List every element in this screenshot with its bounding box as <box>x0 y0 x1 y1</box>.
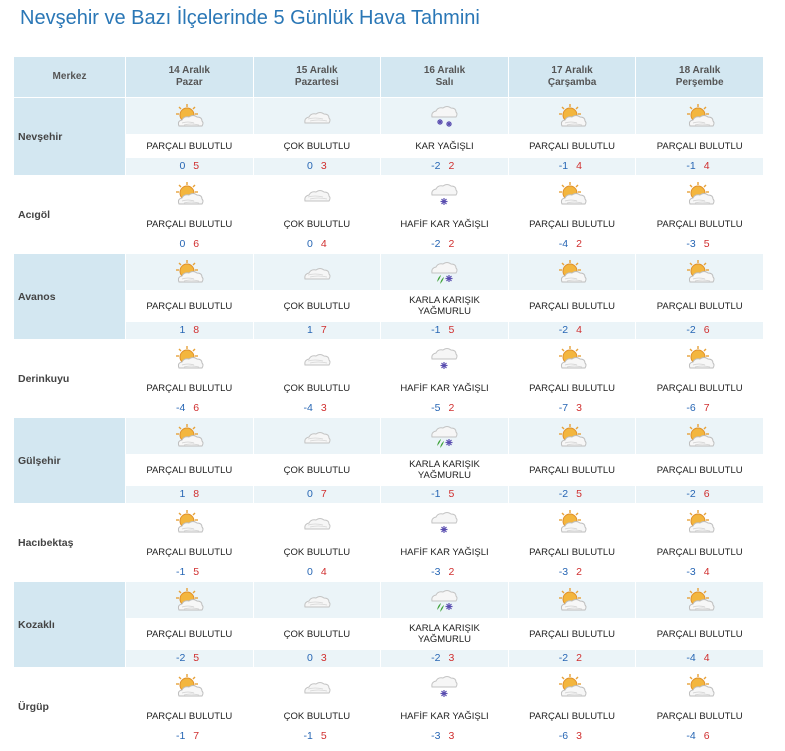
forecast-temperature <box>636 564 764 582</box>
partly-cloudy-icon <box>555 102 589 130</box>
forecast-icon-cell <box>636 418 764 455</box>
city-name: Avanos <box>14 254 126 340</box>
temperature-max: 8 <box>193 488 200 500</box>
header-merkez: Merkez <box>14 57 126 98</box>
partly-cloudy-icon <box>172 422 206 450</box>
temperature-max: 5 <box>576 488 582 500</box>
partly-cloudy-icon <box>683 422 717 450</box>
temperature-min: -4 <box>686 652 696 664</box>
forecast-condition: PARÇALI BULUTLU <box>636 541 764 564</box>
temperature-max: 6 <box>703 730 710 742</box>
temperature-min: -5 <box>431 402 441 414</box>
table-row <box>14 582 764 619</box>
table-row <box>14 541 764 564</box>
forecast-icon-cell <box>381 418 509 455</box>
forecast-icon-cell <box>126 668 254 705</box>
forecast-condition: ÇOK BULUTLU <box>253 213 381 236</box>
forecast-icon-cell <box>636 340 764 377</box>
partly-cloudy-icon <box>683 258 717 286</box>
forecast-condition: PARÇALI BULUTLU <box>126 135 254 158</box>
forecast-temperature <box>381 236 509 254</box>
table-row <box>14 486 764 504</box>
forecast-condition: HAFİF KAR YAĞIŞLI <box>381 213 509 236</box>
forecast-icon-cell <box>508 254 636 291</box>
sleet-icon <box>427 586 461 614</box>
header-weekday: Pazartesi <box>294 77 339 88</box>
forecast-icon-cell <box>508 582 636 619</box>
table-row <box>14 504 764 541</box>
temperature-min: 0 <box>307 160 313 172</box>
table-row <box>14 619 764 650</box>
forecast-icon-cell <box>253 504 381 541</box>
partly-cloudy-icon <box>683 586 717 614</box>
forecast-condition: PARÇALI BULUTLU <box>126 619 254 650</box>
forecast-condition: PARÇALI BULUTLU <box>508 705 636 728</box>
temperature-min: 1 <box>179 324 186 336</box>
temperature-max: 6 <box>193 402 200 414</box>
forecast-condition: PARÇALI BULUTLU <box>636 705 764 728</box>
city-name: Gülşehir <box>14 418 126 504</box>
forecast-icon-cell <box>253 582 381 619</box>
forecast-condition: HAFİF KAR YAĞIŞLI <box>381 377 509 400</box>
partly-cloudy-icon <box>172 258 206 286</box>
temperature-min: -2 <box>686 488 696 500</box>
temperature-max: 4 <box>576 160 582 172</box>
light-snow-icon <box>427 508 461 536</box>
forecast-icon-cell <box>636 254 764 291</box>
forecast-icon-cell <box>508 98 636 135</box>
forecast-icon-cell <box>636 582 764 619</box>
forecast-icon-cell <box>253 176 381 213</box>
light-snow-icon <box>427 180 461 208</box>
partly-cloudy-icon <box>172 344 206 372</box>
forecast-temperature <box>126 322 254 340</box>
temperature-max: 8 <box>193 324 200 336</box>
temperature-min: 1 <box>179 488 186 500</box>
forecast-temperature <box>636 728 764 746</box>
cloudy-icon <box>300 672 334 700</box>
table-row <box>14 236 764 254</box>
forecast-icon-cell <box>253 340 381 377</box>
header-day-2 <box>253 57 381 98</box>
forecast-temperature <box>381 400 509 418</box>
forecast-temperature <box>126 564 254 582</box>
forecast-condition: PARÇALI BULUTLU <box>636 213 764 236</box>
forecast-table <box>13 56 764 746</box>
partly-cloudy-icon <box>172 672 206 700</box>
temperature-max: 3 <box>448 652 455 664</box>
temperature-max: 2 <box>448 402 455 414</box>
temperature-min: -4 <box>558 238 569 250</box>
forecast-icon-cell <box>126 176 254 213</box>
header-day-3 <box>381 57 509 98</box>
forecast-icon-cell <box>253 418 381 455</box>
temperature-min: -4 <box>686 730 696 742</box>
partly-cloudy-icon <box>555 586 589 614</box>
forecast-temperature <box>253 236 381 254</box>
temperature-min: 0 <box>307 488 313 500</box>
page-title: Nevşehir ve Bazı İlçelerinde 5 Günlük Hava Tahmini <box>20 7 480 29</box>
table-row <box>14 322 764 340</box>
temperature-max: 4 <box>320 238 327 250</box>
city-name: Nevşehir <box>14 98 126 176</box>
forecast-temperature <box>253 728 381 746</box>
forecast-temperature <box>636 400 764 418</box>
forecast-condition: PARÇALI BULUTLU <box>126 455 254 486</box>
forecast-condition: PARÇALI BULUTLU <box>508 291 636 322</box>
forecast-icon-cell <box>636 98 764 135</box>
forecast-icon-cell <box>126 504 254 541</box>
light-snow-icon <box>427 344 461 372</box>
forecast-temperature <box>126 400 254 418</box>
forecast-icon-cell <box>636 668 764 705</box>
partly-cloudy-icon <box>683 508 717 536</box>
header-weekday: Çarşamba <box>547 77 597 88</box>
temperature-min: -3 <box>558 566 569 578</box>
temperature-max: 6 <box>703 324 710 336</box>
partly-cloudy-icon <box>683 672 717 700</box>
forecast-icon-cell <box>126 582 254 619</box>
forecast-condition: ÇOK BULUTLU <box>253 135 381 158</box>
temperature-max: 2 <box>576 566 582 578</box>
forecast-temperature <box>253 486 381 504</box>
temperature-max: 2 <box>576 238 582 250</box>
temperature-max: 4 <box>703 566 710 578</box>
forecast-condition: PARÇALI BULUTLU <box>508 619 636 650</box>
temperature-min: -1 <box>175 566 186 578</box>
forecast-condition: HAFİF KAR YAĞIŞLI <box>381 541 509 564</box>
forecast-icon-cell <box>508 504 636 541</box>
temperature-max: 3 <box>320 160 327 172</box>
city-name: Acıgöl <box>14 176 126 254</box>
partly-cloudy-icon <box>683 344 717 372</box>
forecast-body <box>14 98 764 746</box>
partly-cloudy-icon <box>555 344 589 372</box>
forecast-condition: PARÇALI BULUTLU <box>636 619 764 650</box>
temperature-max: 4 <box>703 160 710 172</box>
forecast-condition: KAR YAĞIŞLI <box>381 135 509 158</box>
temperature-min: -2 <box>558 324 569 336</box>
city-name: Kozaklı <box>14 582 126 668</box>
temperature-max: 7 <box>193 730 200 742</box>
forecast-condition: PARÇALI BULUTLU <box>636 291 764 322</box>
header-date: 15 Aralık <box>296 65 338 76</box>
forecast-icon-cell <box>381 582 509 619</box>
partly-cloudy-icon <box>555 508 589 536</box>
temperature-max: 7 <box>320 324 327 336</box>
temperature-max: 5 <box>448 488 455 500</box>
temperature-min: 0 <box>307 566 313 578</box>
forecast-icon-cell <box>636 504 764 541</box>
table-row <box>14 728 764 746</box>
temperature-min: -2 <box>431 238 441 250</box>
table-row <box>14 564 764 582</box>
forecast-temperature <box>508 728 636 746</box>
forecast-condition: PARÇALI BULUTLU <box>126 213 254 236</box>
temperature-max: 4 <box>703 652 710 664</box>
forecast-condition: ÇOK BULUTLU <box>253 541 381 564</box>
forecast-icon-cell <box>636 176 764 213</box>
header-day-1 <box>126 57 254 98</box>
city-name: Hacıbektaş <box>14 504 126 582</box>
cloudy-icon <box>300 586 334 614</box>
forecast-temperature <box>508 236 636 254</box>
forecast-icon-cell <box>508 418 636 455</box>
forecast-condition: PARÇALI BULUTLU <box>636 377 764 400</box>
forecast-temperature <box>381 650 509 668</box>
table-row <box>14 254 764 291</box>
forecast-condition: PARÇALI BULUTLU <box>126 291 254 322</box>
partly-cloudy-icon <box>555 672 589 700</box>
forecast-temperature <box>253 564 381 582</box>
forecast-temperature <box>381 564 509 582</box>
forecast-temperature <box>253 400 381 418</box>
forecast-temperature <box>126 236 254 254</box>
temperature-max: 2 <box>448 160 455 172</box>
header-day-4 <box>508 57 636 98</box>
temperature-min: 1 <box>307 324 313 336</box>
forecast-condition: ÇOK BULUTLU <box>253 705 381 728</box>
temperature-min: -2 <box>175 652 186 664</box>
forecast-temperature <box>636 322 764 340</box>
temperature-max: 5 <box>320 730 327 742</box>
forecast-icon-cell <box>126 254 254 291</box>
temperature-max: 6 <box>193 238 200 250</box>
partly-cloudy-icon <box>555 422 589 450</box>
forecast-condition: ÇOK BULUTLU <box>253 619 381 650</box>
light-snow-icon <box>427 672 461 700</box>
temperature-min: 0 <box>307 238 313 250</box>
temperature-max: 5 <box>193 566 200 578</box>
temperature-min: -4 <box>303 402 313 414</box>
temperature-max: 4 <box>576 324 582 336</box>
forecast-condition: PARÇALI BULUTLU <box>636 135 764 158</box>
forecast-temperature <box>508 322 636 340</box>
cloudy-icon <box>300 102 334 130</box>
table-row <box>14 400 764 418</box>
table-row <box>14 650 764 668</box>
temperature-max: 6 <box>703 488 710 500</box>
forecast-temperature <box>253 322 381 340</box>
forecast-condition: KARLA KARIŞIK YAĞMURLU <box>381 291 509 322</box>
forecast-icon-cell <box>253 254 381 291</box>
temperature-max: 5 <box>193 652 200 664</box>
forecast-temperature <box>126 486 254 504</box>
cloudy-icon <box>300 180 334 208</box>
temperature-max: 7 <box>703 402 710 414</box>
table-row <box>14 668 764 705</box>
temperature-max: 3 <box>320 402 327 414</box>
forecast-condition: PARÇALI BULUTLU <box>126 377 254 400</box>
partly-cloudy-icon <box>172 586 206 614</box>
temperature-min: -2 <box>431 160 441 172</box>
temperature-min: -2 <box>431 652 441 664</box>
cloudy-icon <box>300 258 334 286</box>
forecast-condition: PARÇALI BULUTLU <box>126 705 254 728</box>
header-date: 17 Aralık <box>551 65 593 76</box>
partly-cloudy-icon <box>172 180 206 208</box>
header-weekday: Pazar <box>175 77 203 88</box>
table-row <box>14 377 764 400</box>
cloudy-icon <box>300 508 334 536</box>
partly-cloudy-icon <box>172 102 206 130</box>
header-weekday: Perşembe <box>675 77 724 88</box>
forecast-icon-cell <box>381 98 509 135</box>
forecast-condition: ÇOK BULUTLU <box>253 291 381 322</box>
temperature-min: -1 <box>558 160 569 172</box>
cloudy-icon <box>300 344 334 372</box>
temperature-max: 5 <box>448 324 455 336</box>
forecast-icon-cell <box>381 340 509 377</box>
forecast-condition: PARÇALI BULUTLU <box>508 213 636 236</box>
forecast-temperature <box>508 486 636 504</box>
table-row <box>14 705 764 728</box>
temperature-max: 4 <box>320 566 327 578</box>
forecast-temperature <box>381 486 509 504</box>
table-row <box>14 291 764 322</box>
forecast-icon-cell <box>381 176 509 213</box>
table-header-row <box>14 57 764 98</box>
temperature-max: 3 <box>320 652 327 664</box>
header-weekday: Salı <box>435 77 454 88</box>
forecast-icon-cell <box>126 98 254 135</box>
forecast-temperature <box>381 728 509 746</box>
header-day-5 <box>636 57 764 98</box>
table-row <box>14 98 764 135</box>
city-name: Ürgüp <box>14 668 126 746</box>
temperature-min: -6 <box>686 402 696 414</box>
partly-cloudy-icon <box>172 508 206 536</box>
forecast-temperature <box>381 158 509 176</box>
forecast-icon-cell <box>381 668 509 705</box>
forecast-temperature <box>508 564 636 582</box>
temperature-min: 0 <box>179 160 186 172</box>
temperature-max: 2 <box>448 238 455 250</box>
header-date: 18 Aralık <box>679 65 721 76</box>
forecast-condition: PARÇALI BULUTLU <box>508 455 636 486</box>
snow-icon <box>427 102 461 130</box>
temperature-min: -2 <box>558 652 569 664</box>
forecast-icon-cell <box>508 176 636 213</box>
forecast-temperature <box>253 158 381 176</box>
forecast-icon-cell <box>508 340 636 377</box>
temperature-max: 3 <box>576 730 582 742</box>
temperature-max: 5 <box>703 238 710 250</box>
forecast-temperature <box>253 650 381 668</box>
temperature-max: 2 <box>576 652 582 664</box>
temperature-min: -1 <box>303 730 313 742</box>
forecast-temperature <box>126 650 254 668</box>
table-row <box>14 455 764 486</box>
temperature-min: -3 <box>686 566 696 578</box>
partly-cloudy-icon <box>683 102 717 130</box>
temperature-max: 3 <box>448 730 455 742</box>
temperature-max: 2 <box>448 566 455 578</box>
temperature-min: -2 <box>558 488 569 500</box>
temperature-min: -3 <box>431 730 441 742</box>
forecast-condition: PARÇALI BULUTLU <box>508 377 636 400</box>
temperature-min: -1 <box>686 160 696 172</box>
partly-cloudy-icon <box>555 180 589 208</box>
city-name: Derinkuyu <box>14 340 126 418</box>
forecast-icon-cell <box>381 504 509 541</box>
temperature-max: 3 <box>576 402 582 414</box>
temperature-min: -3 <box>686 238 696 250</box>
forecast-temperature <box>508 400 636 418</box>
forecast-icon-cell <box>126 340 254 377</box>
temperature-min: -1 <box>175 730 186 742</box>
forecast-temperature <box>508 650 636 668</box>
table-row <box>14 418 764 455</box>
forecast-condition: KARLA KARIŞIK YAĞMURLU <box>381 619 509 650</box>
forecast-temperature <box>636 650 764 668</box>
forecast-icon-cell <box>381 254 509 291</box>
temperature-min: -7 <box>558 402 569 414</box>
forecast-condition: ÇOK BULUTLU <box>253 455 381 486</box>
temperature-min: 0 <box>307 652 313 664</box>
temperature-min: 0 <box>179 238 186 250</box>
temperature-min: -1 <box>431 324 441 336</box>
forecast-temperature <box>636 486 764 504</box>
temperature-min: -3 <box>431 566 441 578</box>
cloudy-icon <box>300 422 334 450</box>
sleet-icon <box>427 422 461 450</box>
temperature-min: -1 <box>431 488 441 500</box>
forecast-condition: PARÇALI BULUTLU <box>508 541 636 564</box>
sleet-icon <box>427 258 461 286</box>
temperature-min: -6 <box>558 730 569 742</box>
forecast-icon-cell <box>508 668 636 705</box>
partly-cloudy-icon <box>683 180 717 208</box>
forecast-condition: PARÇALI BULUTLU <box>126 541 254 564</box>
forecast-condition: KARLA KARIŞIK YAĞMURLU <box>381 455 509 486</box>
forecast-temperature <box>636 158 764 176</box>
partly-cloudy-icon <box>555 258 589 286</box>
forecast-temperature <box>508 158 636 176</box>
temperature-max: 7 <box>320 488 327 500</box>
forecast-temperature <box>381 322 509 340</box>
temperature-min: -4 <box>175 402 186 414</box>
table-row <box>14 135 764 158</box>
forecast-temperature <box>636 236 764 254</box>
forecast-condition: PARÇALI BULUTLU <box>508 135 636 158</box>
table-row <box>14 213 764 236</box>
forecast-temperature <box>126 158 254 176</box>
forecast-condition: HAFİF KAR YAĞIŞLI <box>381 705 509 728</box>
forecast-condition: ÇOK BULUTLU <box>253 377 381 400</box>
temperature-min: -2 <box>686 324 696 336</box>
table-row <box>14 158 764 176</box>
temperature-max: 5 <box>193 160 200 172</box>
table-row <box>14 176 764 213</box>
header-date: 16 Aralık <box>423 65 466 76</box>
forecast-condition: PARÇALI BULUTLU <box>636 455 764 486</box>
table-row <box>14 340 764 377</box>
forecast-temperature <box>126 728 254 746</box>
forecast-icon-cell <box>253 668 381 705</box>
forecast-icon-cell <box>126 418 254 455</box>
forecast-icon-cell <box>253 98 381 135</box>
header-date: 14 Aralık <box>168 65 210 76</box>
